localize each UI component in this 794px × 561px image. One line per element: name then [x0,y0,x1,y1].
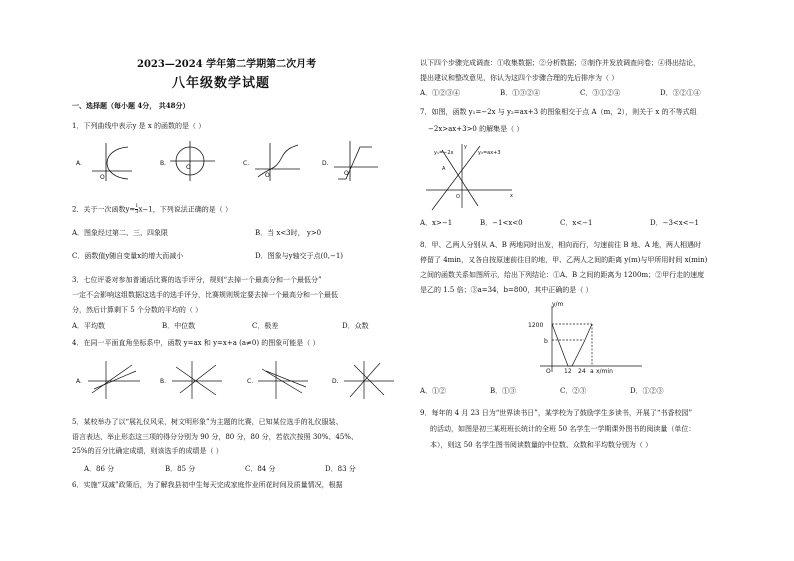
q7-option-d: D．−3<x<−1 [650,219,699,227]
q3-line3: 分，然后计算剩下 5 个分数的平均的（ ） [72,306,203,314]
svg-text:O: O [186,164,191,171]
section-heading: 一、选择题（每小题 4分， 共48分） [72,101,190,110]
q8-label-xlabel: x/min [596,368,613,375]
q8-option-d: D．①②③ [630,387,664,395]
q4-label-b: B. [160,378,167,385]
q8-label-12: 12 [564,368,572,375]
q3-option-c: C．极差 [252,322,279,330]
q8-line1: 8．甲、乙两人分别从 A、B 两地同时出发，相向而行，匀速前往 B 地、A 地，两人相遇时 [420,241,701,249]
q7-option-c: C．x<−1 [560,219,593,227]
q1-label-b: B. [160,160,167,167]
q1-label-c: C. [243,160,250,167]
q7-label-o: O [456,194,460,200]
q3-option-d: D．众数 [342,322,369,330]
q8-option-c: C．②③ [560,387,587,395]
q7-option-a: A．x>−1 [420,219,453,227]
q8-option-b: B．①③ [490,387,517,395]
q4-label-c: C. [247,378,254,385]
q5-line1: 5．某校举办了以“展礼仪风采，树文明形象”为主题的比赛，已知某位选手的礼仪服装、 [72,418,343,426]
q8-line3: 之间的函数关系如图所示，给出下列结论：①A、B 之间的距离为 1200m；②甲行走的速度 [420,271,705,279]
q2-option-b: B．当 x<3时， y>0 [255,229,322,237]
q5-line3: 25%的百分比确定成绩，则该选手的成绩是（ ） [72,447,223,455]
q5-option-a: A．86 分 [84,465,115,473]
q7-label-y1: y₁=−2x [434,150,454,156]
q2-stem: 2．关于一次函数y= $\frac{1}{3}$ x−1，下列说法正确的是（ ） [72,203,232,215]
q7-option-b: B．−1<x<0 [480,219,523,227]
q8-label-o: O [546,368,551,375]
q5-option-d: D．83 分 [325,465,356,473]
q5-line2: 语言表达、举止形态这三项的得分分别为 90 分，80 分，80 分，若依次按照 30%、45%、 [72,433,358,441]
q6-option-d: D．③②①④ [660,89,701,97]
q2-option-d: D．图象与y轴交于点(0,−1) [255,252,344,260]
svg-text:O: O [344,170,349,177]
q1-label-a: A. [76,160,82,167]
q1-stem: 1．下列曲线中表示y 是 x 的函数的是（ ） [72,122,206,130]
q7-label-a: A [442,166,446,172]
q2-option-a: A．图象经过第二、三、四象限 [72,229,169,237]
svg-text:O: O [100,174,105,181]
q4-stem: 4．在同一平面直角坐标系中，函数 y=ax 和 y=x+a (a≠0) 的图象可能是（ ） [72,339,320,347]
q6-line1: 6．实施“双减”政策后，为了解我县初中生每天完成家庭作业所花时间及质量情况，根据 [72,481,343,489]
q8-graph [512,300,652,376]
q2-option-c: C．函数值y随自变量x的增大而减小 [72,252,184,260]
q8-line4: 是乙的 1.5 倍；③a=34，b=800，其中正确的是（ ） [420,286,593,294]
q7-graph [420,140,520,212]
q3-line1: 3．七位评委对参加普通话比赛的选手评分，规则“去掉一个最高分和一个最低分” [72,276,322,284]
q7-line2: −2x>ax+3>0 的解集是（ ） [428,125,524,133]
q9-line2: 的活动，如图是初三某班班长统计的全班 50 名学生一学期课外图书的阅读量（单位： [430,425,696,433]
q5-option-c: C．84 分 [245,465,276,473]
q6-option-b: B．①③②④ [500,89,541,97]
q1-graphs [70,137,430,185]
q8-label-24: 24 [578,368,586,375]
q7-label-x: x [510,193,513,199]
q6-option-a: A．①②③④ [420,89,461,97]
q7-line1: 7．如图，函数 y₁=−2x 与 y₂=ax+3 的图象相交于点 A（m，2），则关于 x 的不等式组 [420,108,697,116]
q6-option-c: C．③①②④ [580,89,621,97]
svg-text:O: O [265,172,270,179]
q8-label-b: b [544,338,548,345]
q6-line3: 提出建议和整改意见，你认为这四个步骤合理的先后排序为（ ） [420,74,619,82]
q8-label-ylabel: y/m [552,301,564,308]
exam-subtitle: 八年级数学试题 [172,76,271,91]
q8-option-a: A．①② [420,387,447,395]
q8-line2: 停留了 4min，又各自按原速前往目的地，甲、乙两人之间的距离 y(m)与甲所用时间 x(min) [420,256,708,264]
q4-label-a: A. [76,378,82,385]
q5-option-b: B．85 分 [165,465,196,473]
q4-graphs [70,357,430,401]
q1-label-d: D. [322,160,329,167]
q8-label-a: a [590,368,594,375]
q9-line1: 9．每年的 4 月 23 日为“世界读书日”，某学校为了鼓励学生多读书，开展了“书香校园” [420,409,693,417]
q3-option-b: B．中位数 [162,322,196,330]
q3-option-a: A．平均数 [72,322,106,330]
q7-label-yaxis: y [464,144,467,150]
q6-line2: 以下四个步骤完成调查：①收集数据；②分析数据；③制作并发放调查问卷；④得出结论， [420,59,700,67]
q3-line2: 一定不会影响这组数据这选手的选手评分，比赛规则规定要去掉一个最高分和一个最低 [72,291,338,299]
q9-line3: 本），则这 50 名学生图书阅读数量的中位数、众数和平均数分别为（ ） [430,441,653,449]
q7-label-y2: y₂=ax+3 [478,150,501,156]
q8-label-1200: 1200 [528,322,544,329]
q4-label-d: D. [332,378,339,385]
exam-title: 2023—2024 学年第二学期第二次月考 [137,59,317,70]
